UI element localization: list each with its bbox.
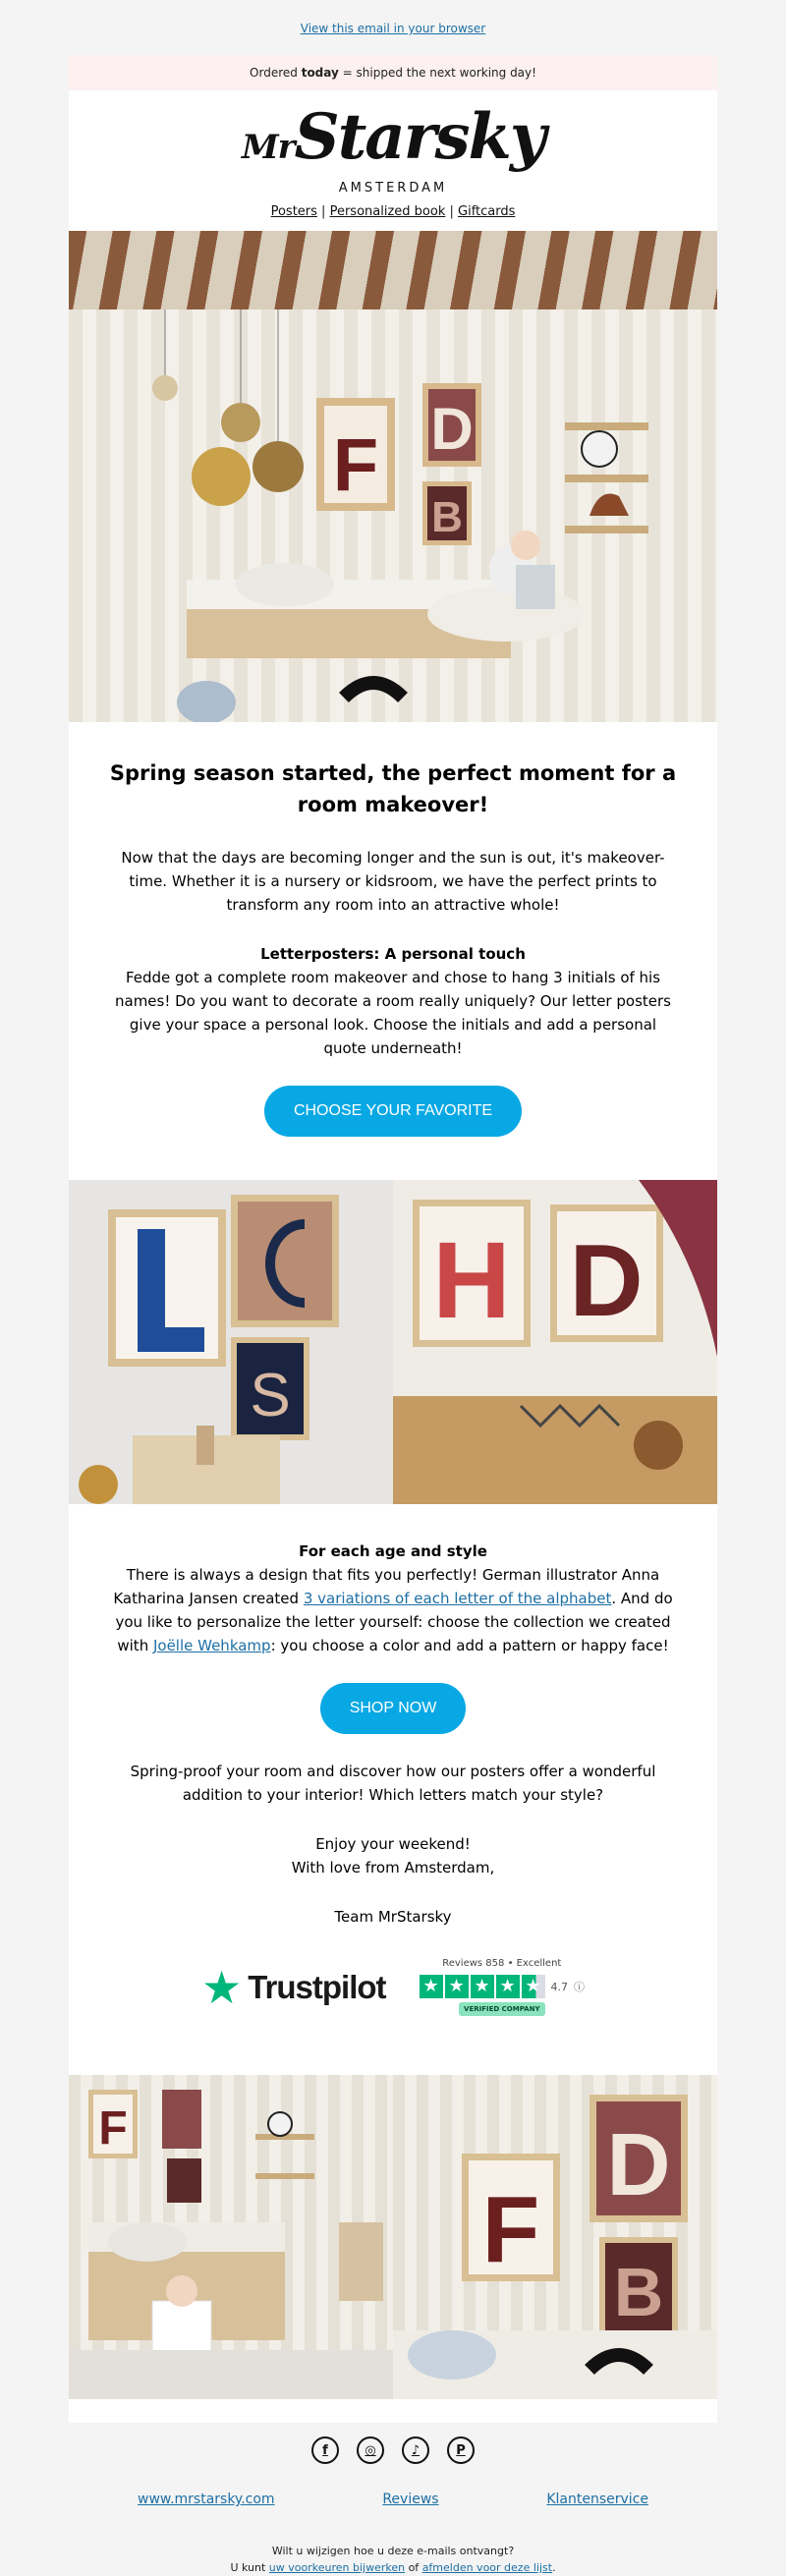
planet-ornament (152, 375, 178, 401)
room-photo-row (69, 2075, 717, 2399)
closing-greeting (108, 1832, 678, 1879)
svg-text:B: B (431, 493, 463, 541)
trustpilot-widget[interactable] (108, 1958, 678, 2075)
hero-image[interactable] (69, 231, 717, 722)
trustpilot-wordmark: Trustpilot (248, 1968, 386, 2005)
photo-hd-illustration (393, 1180, 717, 1504)
instagram-icon[interactable]: ◎ (357, 2436, 384, 2464)
preheader (0, 0, 786, 55)
nav-link-posters[interactable]: Posters (270, 204, 317, 219)
photo-lcs[interactable] (69, 1180, 393, 1504)
intro-section (69, 722, 717, 1137)
letterposters-block (108, 942, 678, 1060)
star-icon: ★ (471, 1975, 494, 1998)
shipping-bar (69, 55, 717, 90)
tiktok-icon[interactable]: ♪ (402, 2436, 429, 2464)
svg-text:B: B (613, 2254, 664, 2330)
brand-logo[interactable] (69, 90, 717, 200)
reviews-link[interactable]: Reviews (382, 2492, 439, 2507)
svg-text:F: F (481, 2177, 540, 2282)
trustpilot-logo (200, 1960, 386, 2014)
letter-posters-photo-row (69, 1180, 717, 1504)
photo-room-right-illustration (393, 2075, 717, 2399)
view-in-browser-link[interactable]: View this email in your browser (300, 22, 486, 35)
star-icon: ★ (420, 1975, 443, 1998)
shop-now-button[interactable]: SHOP NOW (320, 1683, 467, 1734)
style-text-3: : you choose a color and add a pattern or happy face! (270, 1637, 669, 1654)
logo-main: Starsky (294, 99, 545, 174)
nav-separator: | (316, 204, 330, 219)
style-text-2: . And do you like to personalize the letter yourself: choose the collection we created with (115, 1590, 673, 1654)
joelle-wehkamp-link[interactable]: Joëlle Wehkamp (152, 1637, 271, 1654)
intro-title: Spring season started, the perfect moment for a room makeover! (109, 761, 677, 816)
info-icon: ⓘ (574, 1981, 586, 1993)
svg-text:S: S (250, 1362, 291, 1429)
pinterest-icon[interactable]: P (447, 2436, 475, 2464)
photo-room-left[interactable] (69, 2075, 393, 2399)
letterposters-heading: Letterposters: A personal touch (260, 945, 526, 963)
wall-shelf (565, 422, 648, 430)
star-icon: ★ (496, 1975, 520, 1998)
style-paragraph (108, 1540, 678, 1657)
legal-suffix: . (552, 2561, 556, 2574)
closing-paragraph: Spring-proof your room and discover how our posters offer a wonderful addition to your interior! Which letters match your style? (130, 1763, 656, 1804)
half-star-icon: ★ (522, 1975, 545, 1998)
facebook-icon[interactable]: f (311, 2436, 339, 2464)
logo-wordmark (241, 99, 545, 179)
logo-tagline: AMSTERDAM (338, 180, 448, 196)
unsubscribe-link[interactable]: afmelden voor deze lijst (421, 2561, 553, 2574)
social-links (0, 2423, 786, 2464)
nav-separator: | (445, 204, 459, 219)
letterposters-paragraph: Fedde got a complete room makeover and chose to hang 3 initials of his names! Do you want to decorate a room really uniquely? Our letter posters give your space a personal look. Choose the initials and add a personal quote underneath! (115, 969, 671, 1057)
style-heading: For each age and style (299, 1542, 487, 1560)
alphabet-variations-link[interactable]: 3 variations of each letter of the alphabet (303, 1590, 612, 1607)
photo-lcs-illustration (69, 1180, 393, 1504)
legal-prefix: U kunt (230, 2561, 269, 2574)
legal-mid: of (405, 2561, 422, 2574)
svg-text:F: F (98, 2102, 128, 2155)
update-preferences-link[interactable]: uw voorkeuren bijwerken (268, 2561, 406, 2574)
planet-ornament (221, 403, 260, 442)
photo-room-right[interactable] (393, 2075, 717, 2399)
planet-ornament (253, 441, 304, 492)
svg-text:D: D (606, 2116, 671, 2214)
hero-illustration (69, 231, 717, 722)
shipping-suffix: = shipped the next working day! (338, 66, 536, 80)
nav-link-giftcards[interactable]: Giftcards (458, 204, 516, 219)
card-bottom-padding (69, 2399, 717, 2423)
intro-paragraph: Now that the days are becoming longer and the sun is out, it's makeover-time. Whether it is a nursery or kidsroom, we have the perfect prints to transform any room into an attractive whole! (121, 849, 665, 914)
closing-signature: Team MrStarsky (334, 1908, 452, 1926)
nav-link-personalized-book[interactable]: Personalized book (329, 204, 446, 219)
trustpilot-star-icon: ★ (200, 1960, 243, 2014)
footer-links (138, 2492, 648, 2507)
stuffed-toy (177, 681, 236, 722)
shipping-highlight: today (301, 66, 339, 80)
closing-line-1: Enjoy your weekend! (315, 1835, 471, 1853)
trustpilot-stars (420, 1975, 586, 1998)
legal-footer (0, 2543, 786, 2576)
customer-service-link[interactable]: Klantenservice (546, 2492, 648, 2507)
style-section (69, 1504, 717, 2075)
photo-hd[interactable] (393, 1180, 717, 1504)
photo-room-left-illustration (69, 2075, 393, 2399)
svg-text:D: D (569, 1224, 644, 1338)
svg-text:H: H (432, 1220, 511, 1341)
website-link[interactable]: www.mrstarsky.com (138, 2492, 275, 2507)
top-nav (69, 200, 717, 231)
email-card (69, 55, 717, 2399)
football-toy (582, 431, 617, 467)
style-text-1: There is always a design that fits you perfectly! German illustrator Anna Katharina Jansen created (113, 1566, 660, 1607)
legal-line-1: Wilt u wijzigen hoe u deze e-mails ontvangt? (271, 2545, 515, 2557)
star-icon: ★ (445, 1975, 469, 1998)
closing-line-2: With love from Amsterdam, (291, 1859, 495, 1876)
svg-text:D: D (430, 396, 474, 462)
svg-text:F: F (332, 423, 379, 507)
choose-favorite-button[interactable]: CHOOSE YOUR FAVORITE (264, 1086, 522, 1137)
trustpilot-score: 4.7 (550, 1980, 569, 1993)
trustpilot-reviews-line: Reviews 858 • Excellent (442, 1958, 562, 1969)
shipping-prefix: Ordered (250, 66, 302, 80)
planet-ornament (192, 447, 251, 506)
legal-line-2 (0, 2559, 786, 2576)
trustpilot-rating (420, 1958, 586, 2016)
logo-prefix: Mr (241, 127, 295, 167)
verified-company-badge: VERIFIED COMPANY (459, 2002, 545, 2016)
dino-toy (590, 494, 629, 517)
